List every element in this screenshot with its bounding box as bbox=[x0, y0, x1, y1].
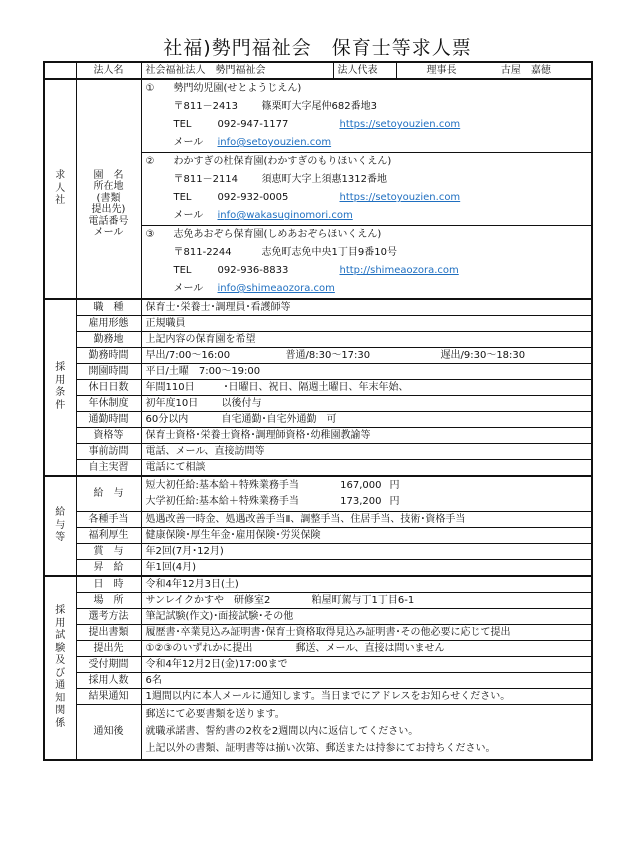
value-pre-visit: 電話、メール、直接訪問等 bbox=[141, 444, 592, 460]
exam-row bbox=[44, 673, 592, 689]
website-link[interactable]: http://shimeaozora.com bbox=[339, 265, 459, 276]
condition-row bbox=[44, 412, 592, 428]
label-holidays: 休日日数 bbox=[76, 380, 141, 396]
rep-name: 古屋 嘉徳 bbox=[500, 64, 551, 76]
page-title: 社福)勢門福祉会 保育士等求人票 bbox=[163, 37, 472, 59]
value-opening-hours: 平日/土曜 7:00～19:00 bbox=[141, 364, 592, 380]
rep-title: 理事長 bbox=[426, 64, 457, 76]
value-date: 令和4年12月3日(土) bbox=[141, 576, 592, 593]
label-welfare: 福利厚生 bbox=[76, 528, 141, 544]
value-commute: 60分以内 自宅通勤･自宅外通勤 可 bbox=[141, 412, 592, 428]
label-pay: 給 与 bbox=[76, 476, 141, 512]
value-documents: 履歴書･卒業見込み証明書･保育士資格取得見込み証明書･その他必要に応じて提出 bbox=[141, 625, 592, 641]
label-venue: 場 所 bbox=[76, 593, 141, 609]
postal-code: 〒811－2114 bbox=[173, 174, 239, 185]
value-after-notice: 郵送にて必要書類を送ります。 就職承諾書、誓約書の2枚を2週間以内に返信してください。 上記以外の書類、証明書等は揃い次第、郵送または持参にてお持ちください。 bbox=[141, 705, 592, 761]
label-work-hours: 勤務時間 bbox=[76, 348, 141, 364]
value-qualifications: 保育士資格･栄養士資格･調理師資格･幼稚園教諭等 bbox=[141, 428, 592, 444]
org-card-2: ② わかすぎの杜保育園(わかすぎのもりほいくえん) 〒811－2114 須恵町大字上須惠1312番地 TEL 092-932-0005 https://setoyouzien.com メール info@wakasuginomori.com bbox=[141, 153, 592, 226]
value-employment-type: 正規職員 bbox=[141, 316, 592, 332]
salary-row bbox=[44, 560, 592, 577]
label-org-info: 園 名 所在地 (書類 提出先) 電話番号 メール bbox=[76, 79, 141, 299]
label-job-type: 職 種 bbox=[76, 299, 141, 316]
org-name: 志免あおぞら保育園(しめあおぞらほいくえん) bbox=[173, 229, 382, 240]
org-card-3: ③ 志免あおぞら保育園(しめあおぞらほいくえん) 〒811-2244 志免町志免中央1丁目9番10号 TEL 092-936-8833 http://shimeaozora.com メール info@shimeaozora.com bbox=[141, 226, 592, 300]
phone: 092-947-1177 bbox=[217, 119, 289, 130]
label-result-notice: 結果通知 bbox=[76, 689, 141, 705]
label-qualifications: 資格等 bbox=[76, 428, 141, 444]
condition-row bbox=[44, 364, 592, 380]
postal-code: 〒811－2413 bbox=[173, 101, 239, 112]
value-holidays: 年間110日 ･日曜日、祝日、隔週土曜日、年末年始、 bbox=[141, 380, 592, 396]
corp-name: 社会福祉法人 勢門福祉会 bbox=[141, 62, 333, 79]
exam-row bbox=[44, 641, 592, 657]
label-raise: 昇 給 bbox=[76, 560, 141, 577]
label-submit-to: 提出先 bbox=[76, 641, 141, 657]
section-recruiter: 求人社 bbox=[44, 79, 76, 299]
condition-row bbox=[44, 380, 592, 396]
condition-row bbox=[44, 299, 592, 316]
label-corp-name: 法人名 bbox=[76, 62, 141, 79]
job-posting-table bbox=[43, 61, 593, 761]
label-representative: 法人代表 bbox=[333, 62, 396, 79]
condition-row bbox=[44, 396, 592, 412]
condition-row bbox=[44, 316, 592, 332]
exam-row bbox=[44, 576, 592, 593]
website-link[interactable]: https://setoyouzien.com bbox=[339, 119, 461, 130]
value-workplace: 上記内容の保育園を希望 bbox=[141, 332, 592, 348]
email-link[interactable]: info@setoyouzien.com bbox=[217, 137, 332, 148]
salary-row bbox=[44, 528, 592, 544]
corp-row bbox=[44, 62, 592, 79]
value-selection-method: 筆記試験(作文)･面接試験･その他 bbox=[141, 609, 592, 625]
exam-row bbox=[44, 625, 592, 641]
section-exam: 採用試験及び通知関係 bbox=[44, 576, 76, 760]
phone: 092-932-0005 bbox=[217, 192, 289, 203]
exam-row bbox=[44, 689, 592, 705]
value-submit-to: ①②③のいずれかに提出 郵送、メール、直接は問いません bbox=[141, 641, 592, 657]
value-hires: 6名 bbox=[141, 673, 592, 689]
email-link[interactable]: info@wakasuginomori.com bbox=[217, 210, 353, 221]
value-annual-leave: 初年度10日 以後付与 bbox=[141, 396, 592, 412]
exam-row bbox=[44, 705, 592, 761]
label-bonus: 賞 与 bbox=[76, 544, 141, 560]
pay-amount: 173,200 bbox=[340, 496, 382, 507]
value-acceptance-period: 令和4年12月2日(金)17:00まで bbox=[141, 657, 592, 673]
value-welfare: 健康保険･厚生年金･雇用保険･労災保険 bbox=[141, 528, 592, 544]
postal-code: 〒811-2244 bbox=[173, 247, 232, 258]
label-commute: 通勤時間 bbox=[76, 412, 141, 428]
condition-row bbox=[44, 428, 592, 444]
org-name: わかすぎの杜保育園(わかすぎのもりほいくえん) bbox=[173, 156, 392, 167]
org-name: 勢門幼児園(せとようじえん) bbox=[173, 83, 302, 94]
label-pre-visit: 事前訪問 bbox=[76, 444, 141, 460]
org-row-1 bbox=[44, 79, 592, 153]
exam-row bbox=[44, 657, 592, 673]
condition-row bbox=[44, 444, 592, 460]
label-documents: 提出書類 bbox=[76, 625, 141, 641]
address: 篠栗町大字尾仲682番地3 bbox=[261, 101, 377, 112]
value-venue: サンレイクかすや 研修室2 粕屋町駕与丁1丁目6-1 bbox=[141, 593, 592, 609]
value-work-hours: 早出/7:00～16:00 普通/8:30～17:30 遅出/9:30～18:30 bbox=[141, 348, 592, 364]
salary-row bbox=[44, 476, 592, 512]
section-conditions: 採用条件 bbox=[44, 299, 76, 476]
org-card-1: ① 勢門幼児園(せとようじえん) 〒811－2413 篠栗町大字尾仲682番地3 TEL 092-947-1177 https://setoyouzien.com メール info@setoyouzien.com bbox=[141, 79, 592, 153]
address: 須恵町大字上須惠1312番地 bbox=[261, 174, 387, 185]
condition-row bbox=[44, 348, 592, 364]
representative bbox=[396, 62, 592, 79]
section-salary: 給与等 bbox=[44, 476, 76, 576]
phone: 092-936-8833 bbox=[217, 265, 289, 276]
condition-row bbox=[44, 460, 592, 477]
salary-row bbox=[44, 544, 592, 560]
value-raise: 年1回(4月) bbox=[141, 560, 592, 577]
label-workplace: 勤務地 bbox=[76, 332, 141, 348]
value-bonus: 年2回(7月･12月) bbox=[141, 544, 592, 560]
value-pay: 短大初任給:基本給＋特殊業務手当 167,000 円 大学初任給:基本給＋特殊業務手当 173,200 円 bbox=[141, 476, 592, 512]
label-acceptance-period: 受付期間 bbox=[76, 657, 141, 673]
label-voluntary-training: 自主実習 bbox=[76, 460, 141, 477]
label-employment-type: 雇用形態 bbox=[76, 316, 141, 332]
label-allowances: 各種手当 bbox=[76, 512, 141, 528]
label-hires: 採用人数 bbox=[76, 673, 141, 689]
salary-row bbox=[44, 512, 592, 528]
label-date: 日 時 bbox=[76, 576, 141, 593]
website-link[interactable]: https://setoyouzien.com bbox=[339, 192, 461, 203]
value-voluntary-training: 電話にて相談 bbox=[141, 460, 592, 477]
email-link[interactable]: info@shimeaozora.com bbox=[217, 283, 335, 294]
exam-row bbox=[44, 593, 592, 609]
pay-amount: 167,000 bbox=[340, 480, 382, 491]
label-after-notice: 通知後 bbox=[76, 705, 141, 761]
blank-cell bbox=[44, 62, 76, 79]
value-job-type: 保育士･栄養士･調理員･看護師等 bbox=[141, 299, 592, 316]
address: 志免町志免中央1丁目9番10号 bbox=[261, 247, 397, 258]
value-result-notice: 1週間以内に本人メールに通知します。当日までにアドレスをお知らせください。 bbox=[141, 689, 592, 705]
exam-row bbox=[44, 609, 592, 625]
value-allowances: 処遇改善一時金、処遇改善手当Ⅱ、調整手当、住居手当、技術･資格手当 bbox=[141, 512, 592, 528]
label-opening-hours: 開園時間 bbox=[76, 364, 141, 380]
condition-row bbox=[44, 332, 592, 348]
label-selection-method: 選考方法 bbox=[76, 609, 141, 625]
label-annual-leave: 年休制度 bbox=[76, 396, 141, 412]
